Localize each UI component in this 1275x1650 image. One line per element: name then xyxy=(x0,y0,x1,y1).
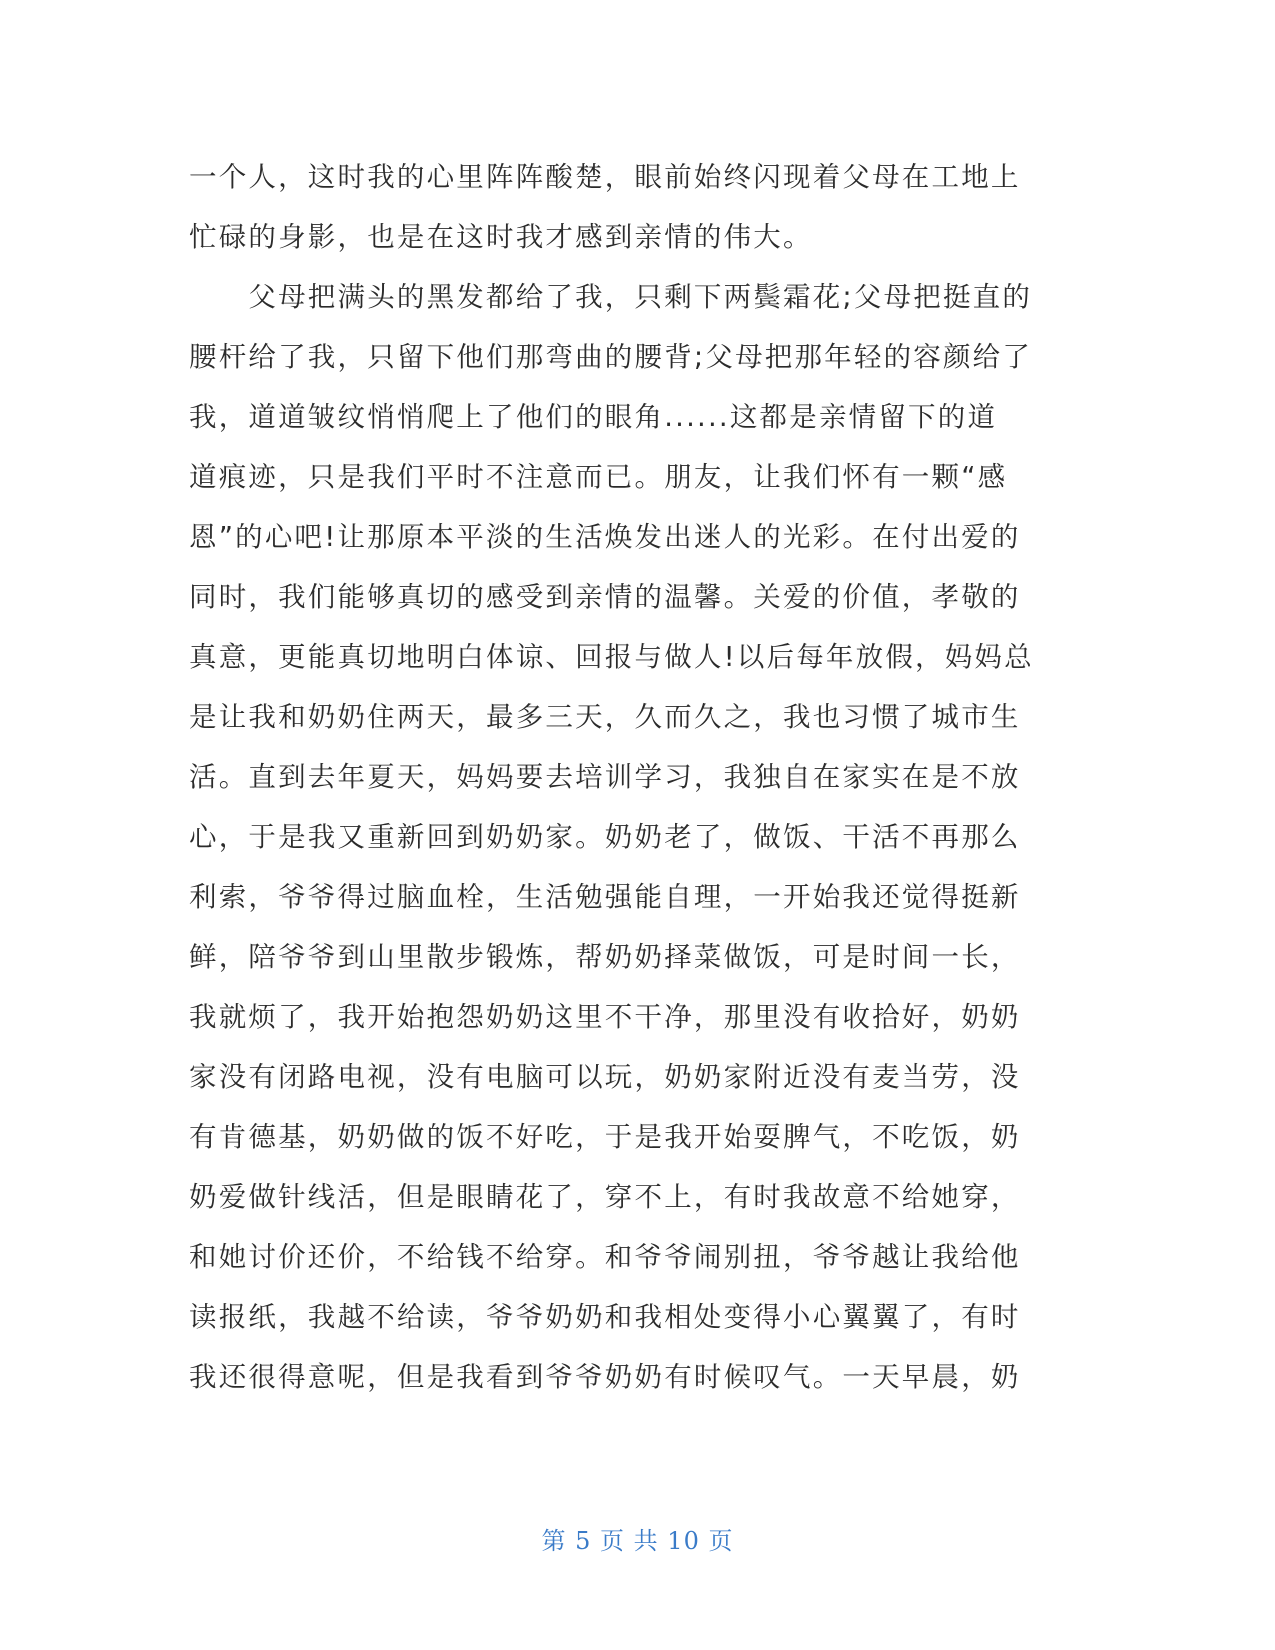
text-line: 道痕迹，只是我们平时不注意而已。朋友，让我们怀有一颗“感 xyxy=(189,461,1008,493)
text-line: 腰杆给了我，只留下他们那弯曲的腰背;父母把那年轻的容颜给了 xyxy=(189,341,1033,373)
text-line: 奶爱做针线活，但是眼睛花了，穿不上，有时我故意不给她穿， xyxy=(189,1181,1021,1213)
text-line: 有肯德基，奶奶做的饭不好吃，于是我开始耍脾气，不吃饭，奶 xyxy=(189,1121,1021,1153)
page-number-label: 第 5 页 共 10 页 xyxy=(541,1527,734,1555)
text-line: 读报纸，我越不给读，爷爷奶奶和我相处变得小心翼翼了，有时 xyxy=(189,1301,1021,1333)
text-line: 真意，更能真切地明白体谅、回报与做人!以后每年放假，妈妈总 xyxy=(189,641,1034,673)
text-line: 父母把满头的黑发都给了我，只剩下两鬓霜花;父母把挺直的 xyxy=(189,281,1033,313)
text-line: 利索，爷爷得过脑血栓，生活勉强能自理，一开始我还觉得挺新 xyxy=(189,881,1021,913)
text-line: 忙碌的身影，也是在这时我才感到亲情的伟大。 xyxy=(189,221,813,253)
text-line: 我就烦了，我开始抱怨奶奶这里不干净，那里没有收拾好，奶奶 xyxy=(189,1001,1021,1033)
text-line: 我还很得意呢，但是我看到爷爷奶奶有时候叹气。一天早晨，奶 xyxy=(189,1361,1021,1393)
text-line: 恩”的心吧!让那原本平淡的生活焕发出迷人的光彩。在付出爱的 xyxy=(189,521,1021,553)
text-line: 活。直到去年夏天，妈妈要去培训学习，我独自在家实在是不放 xyxy=(189,761,1021,793)
text-line: 鲜，陪爷爷到山里散步锻炼，帮奶奶择菜做饭，可是时间一长， xyxy=(189,941,1021,973)
text-line: 是让我和奶奶住两天，最多三天，久而久之，我也习惯了城市生 xyxy=(189,701,1021,733)
text-line: 一个人，这时我的心里阵阵酸楚，眼前始终闪现着父母在工地上 xyxy=(189,161,1021,193)
page-number-footer xyxy=(0,1524,1275,1558)
text-line: 家没有闭路电视，没有电脑可以玩，奶奶家附近没有麦当劳，没 xyxy=(189,1061,1021,1093)
text-line: 同时，我们能够真切的感受到亲情的温馨。关爱的价值，孝敬的 xyxy=(189,581,1021,613)
text-line: 和她讨价还价，不给钱不给穿。和爷爷闹别扭，爷爷越让我给他 xyxy=(189,1241,1021,1273)
body-text xyxy=(189,147,1089,1407)
text-line: 心，于是我又重新回到奶奶家。奶奶老了，做饭、干活不再那么 xyxy=(189,821,1021,853)
text-line: 我，道道皱纹悄悄爬上了他们的眼角......这都是亲情留下的道 xyxy=(189,401,998,433)
